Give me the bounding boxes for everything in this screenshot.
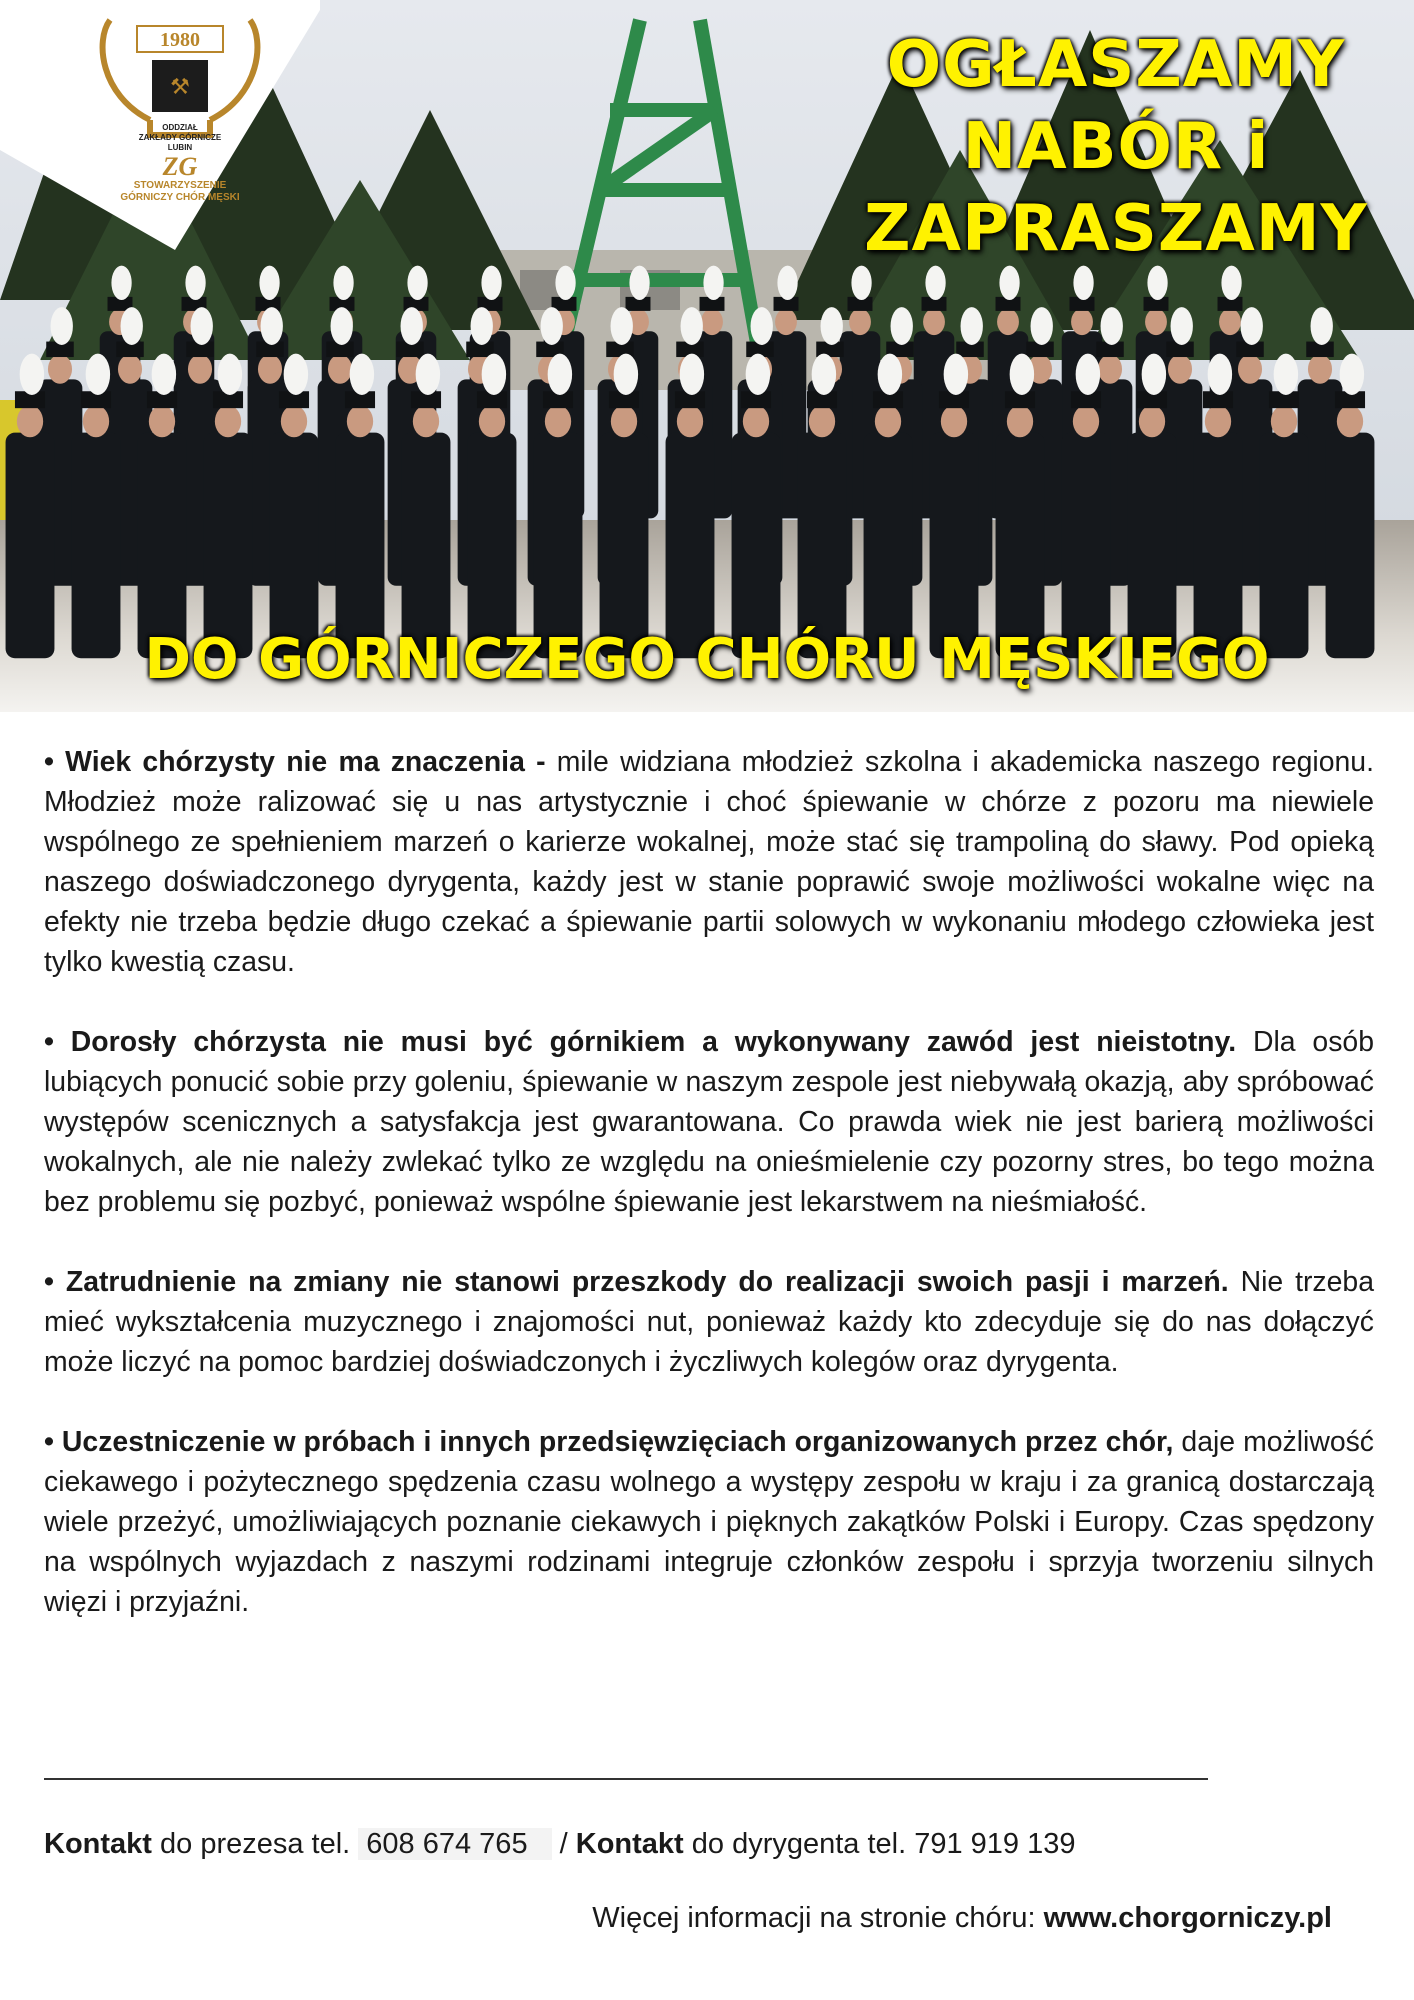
contact-line bbox=[44, 1822, 1384, 1866]
logo-line4: STOWARZYSZENIE bbox=[133, 180, 227, 191]
paragraph-age bbox=[44, 742, 1374, 982]
divider bbox=[44, 1778, 1208, 1780]
contact-separator: / bbox=[551, 1828, 576, 1860]
logo-line3: LUBIN bbox=[167, 143, 193, 152]
logo-monogram: ZG bbox=[162, 152, 198, 181]
contact-text-president: do prezesa tel. bbox=[151, 1828, 359, 1860]
choir-logo bbox=[0, 0, 320, 260]
subheadline: DO GÓRNICZEGO CHÓRU MĘSKIEGO bbox=[144, 627, 1270, 692]
logo-hammers-glyph: ⚒ bbox=[170, 75, 190, 100]
more-info-line bbox=[592, 1896, 1332, 1940]
paragraph-shifts-lead: • Zatrudnienie na zmiany nie stanowi przeszkody do realizacji swoich pasji i marzeń. bbox=[44, 1266, 1229, 1298]
logo-year: 1980 bbox=[160, 29, 200, 51]
website-link[interactable]: www.chorgorniczy.pl bbox=[1043, 1902, 1332, 1934]
logo-line2: ZAKŁADY GÓRNICZE bbox=[138, 133, 222, 142]
headline bbox=[856, 24, 1376, 270]
logo-line5: GÓRNICZY CHÓR MĘSKI bbox=[120, 192, 240, 203]
paragraph-events-lead: • Uczestniczenie w próbach i innych przedsięwzięciach organizowanych przez chór, bbox=[44, 1426, 1174, 1458]
announcement-body bbox=[44, 742, 1374, 1662]
phone-president[interactable]: 608 674 765 bbox=[358, 1828, 551, 1860]
paragraph-age-lead: • Wiek chórzysty nie ma znaczenia - bbox=[44, 746, 546, 778]
paragraph-events bbox=[44, 1422, 1374, 1622]
headline-line-1: OGŁASZAMY bbox=[886, 28, 1346, 102]
phone-conductor[interactable]: 791 919 139 bbox=[914, 1828, 1076, 1860]
paragraph-shifts bbox=[44, 1262, 1374, 1382]
contact-label-conductor: Kontakt bbox=[575, 1828, 684, 1860]
hero-photo bbox=[0, 0, 1414, 712]
paragraph-profession-text: Dla osób lubiących ponucić sobie przy goleniu, śpiewanie w naszym zespole jest niebywałą okazją, aby spróbować występów scenicznych a satysfakcja jest gwarantowana. Co prawda wiek nie jest barierą możliwości wokalnych, ale nie należy zwlekać tylko ze względu na onieśmielenie czy pozorny stres, bo tego można bez problemu się pozbyć, ponieważ wspólne śpiewanie jest lekarstwem na nieśmiałość. bbox=[44, 1026, 1374, 1218]
paragraph-age-text: mile widziana młodzież szkolna i akademicka naszego regionu. Młodzież może ralizować się u nas artystycznie i choć śpiewanie w chórze z pozoru ma niewiele wspólnego ze spełnieniem marzeń o karierze wokalnej, może stać się trampoliną do sławy. Pod opieką naszego doświadczonego dyrygenta, każdy jest w stanie poprawić swoje możliwości wokalne więc na efekty nie trzeba będzie długo czekać a śpiewanie partii solowych w wykonaniu młodego człowieka jest tylko kwestią czasu. bbox=[44, 746, 1374, 978]
paragraph-events-text: daje możliwość ciekawego i pożytecznego spędzenia czasu wolnego a występy zespołu w kraju i za granicą dostarczają wiele przeżyć, umożliwiających poznanie ciekawych i pięknych zakątków Polski i Europy. Czas spędzony na wspólnych wyjazdach z naszymi rodzinami integruje członków zespołu i sprzyja tworzeniu silnych więzi i przyjaźni. bbox=[44, 1426, 1375, 1618]
paragraph-shifts-text: Nie trzeba mieć wykształcenia muzycznego i znajomości nut, ponieważ każdy kto zdecyduje się do nas dołączyć może liczyć na pomoc bardziej doświadczonych i życzliwych kolegów oraz dyrygenta. bbox=[44, 1266, 1374, 1378]
logo-line1: ODDZIAŁ bbox=[162, 123, 198, 132]
paragraph-profession-lead: • Dorosły chórzysta nie musi być górnikiem a wykonywany zawód jest nieistotny. bbox=[44, 1026, 1237, 1058]
more-info-text: Więcej informacji na stronie chóru: bbox=[592, 1902, 1044, 1934]
contact-label-president: Kontakt bbox=[44, 1828, 152, 1860]
paragraph-profession bbox=[44, 1022, 1374, 1222]
headline-line-3: ZAPRASZAMY bbox=[864, 192, 1368, 266]
headline-line-2: NABÓR i bbox=[962, 110, 1270, 184]
contact-text-conductor: do dyrygenta tel. bbox=[683, 1828, 915, 1860]
